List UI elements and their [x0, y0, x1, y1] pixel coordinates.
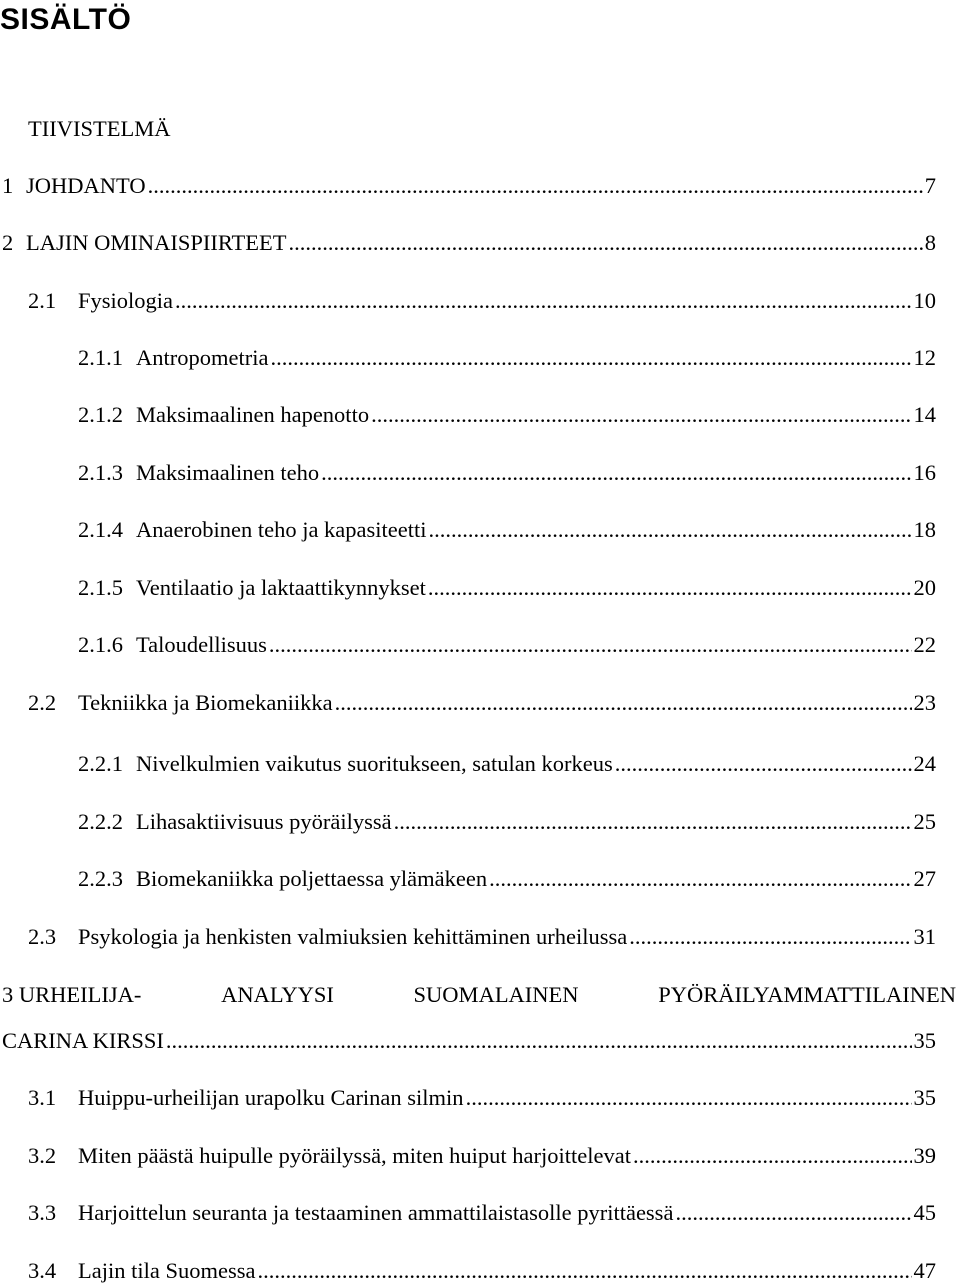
toc-label: Maksimaalinen teho [136, 460, 320, 485]
toc-page: 35 [913, 1085, 936, 1110]
toc-leader [268, 342, 911, 374]
toc-entry-3-line1[interactable] [2, 979, 956, 1011]
toc-number: 3.2 [28, 1143, 57, 1168]
toc-page: 14 [913, 402, 936, 427]
toc-number: 3 [2, 982, 14, 1007]
toc-label: Maksimaalinen hapenotto [136, 402, 370, 427]
toc-label: Fysiologia [78, 288, 174, 313]
toc-label-word: SUOMALAINEN [413, 982, 579, 1007]
toc-page: 47 [913, 1258, 936, 1283]
toc-page: 10 [913, 288, 936, 313]
toc-label: Psykologia ja henkisten valmiuksien kehittäminen urheilussa [78, 924, 628, 949]
toc-label-word: PYÖRÄILYAMMATTILAINEN [658, 982, 956, 1007]
toc-entry-3-4[interactable] [28, 1255, 936, 1287]
toc-entry-2-1-2[interactable] [78, 399, 936, 431]
toc-number: 2.1.4 [78, 517, 123, 542]
toc-entry-2-2-2[interactable] [78, 806, 936, 838]
toc-leader [426, 572, 912, 604]
toc-label: Huippu-urheilijan urapolku Carinan silmin [78, 1085, 464, 1110]
toc-page: 27 [913, 866, 936, 891]
toc-label-word: URHEILIJA- [18, 982, 142, 1007]
toc-entry-1[interactable] [2, 170, 936, 202]
toc-leader [487, 863, 911, 895]
toc-number: 3.1 [28, 1085, 57, 1110]
toc-number: 2.2.1 [78, 751, 123, 776]
toc-page: 22 [913, 632, 936, 657]
toc-leader [267, 629, 912, 661]
toc-label: Antropometria [136, 345, 269, 370]
toc-number: 3.3 [28, 1200, 57, 1225]
toc-page: 20 [913, 575, 936, 600]
toc-page: 7 [924, 173, 936, 198]
toc-leader [173, 285, 911, 317]
toc-leader [164, 1025, 912, 1057]
toc-page: 24 [913, 751, 936, 776]
toc-entry-3-3[interactable] [28, 1197, 936, 1229]
toc-word [2, 979, 141, 1011]
toc-page: 8 [924, 230, 936, 255]
toc-entry-2-1-4[interactable] [78, 514, 936, 546]
toc-page: 45 [913, 1200, 936, 1225]
toc-number: 2.3 [28, 924, 57, 949]
toc-entry-2-2[interactable] [28, 687, 936, 719]
toc-page: 39 [913, 1143, 936, 1168]
toc-label-word: ANALYYSI [221, 982, 334, 1007]
toc-page: 25 [913, 809, 936, 834]
toc-entry-3-1[interactable] [28, 1082, 936, 1114]
toc-leader [287, 227, 923, 259]
toc-leader [613, 748, 912, 780]
toc-entry-2-1-3[interactable] [78, 457, 936, 489]
toc-label: Anaerobinen teho ja kapasiteetti [136, 517, 427, 542]
toc-entry-2[interactable] [2, 227, 936, 259]
toc-label: JOHDANTO [26, 173, 146, 198]
toc-page: 31 [913, 924, 936, 949]
toc-label: CARINA KIRSSI [2, 1028, 164, 1053]
toc-leader [333, 687, 912, 719]
toc-number: 2.2 [28, 690, 57, 715]
toc-number: 2.1.2 [78, 402, 123, 427]
toc-entry-3-2[interactable] [28, 1140, 936, 1172]
toc-page: 16 [913, 460, 936, 485]
toc-leader [631, 1140, 912, 1172]
toc-leader [464, 1082, 912, 1114]
toc-label: Lihasaktiivisuus pyöräilyssä [136, 809, 392, 834]
toc-label: Nivelkulmien vaikutus suoritukseen, satulan korkeus [136, 751, 613, 776]
toc-entry-2-3[interactable] [28, 921, 936, 953]
toc-number: 2.2.2 [78, 809, 123, 834]
toc-leader [319, 457, 911, 489]
toc-number: 2.1.6 [78, 632, 123, 657]
toc-leader [255, 1255, 911, 1287]
toc-number: 1 [2, 173, 14, 198]
toc-label: Ventilaatio ja laktaattikynnykset [136, 575, 426, 600]
toc-number: 2.1 [28, 288, 57, 313]
toc-entry-2-1-6[interactable] [78, 629, 936, 661]
toc-entry-3-line2[interactable] [2, 1025, 936, 1057]
toc-leader [427, 514, 912, 546]
toc-number: 3.4 [28, 1258, 57, 1283]
toc-number: 2.2.3 [78, 866, 123, 891]
toc-label: Biomekaniikka poljettaessa ylämäkeen [136, 866, 488, 891]
toc-label: Lajin tila Suomessa [78, 1258, 256, 1283]
toc-leader [673, 1197, 911, 1229]
toc-label: Tekniikka ja Biomekaniikka [78, 690, 333, 715]
toc-entry-2-2-3[interactable] [78, 863, 936, 895]
toc-label: Miten päästä huipulle pyöräilyssä, miten huiput harjoittelevat [78, 1143, 631, 1168]
toc-number: 2.1.3 [78, 460, 123, 485]
toc-entry-2-1[interactable] [28, 285, 936, 317]
toc-entry-2-2-1[interactable] [78, 748, 936, 780]
toc-leader [392, 806, 912, 838]
toc-entry-2-1-5[interactable] [78, 572, 936, 604]
toc-page: 12 [913, 345, 936, 370]
toc-abstract: TIIVISTELMÄ [28, 116, 171, 141]
toc-label: LAJIN OMINAISPIIRTEET [26, 230, 287, 255]
toc-number: 2.1.1 [78, 345, 123, 370]
toc-number: 2 [2, 230, 14, 255]
toc-leader [369, 399, 911, 431]
page-title: SISÄLTÖ [0, 3, 132, 36]
toc-leader [146, 170, 923, 202]
toc-number: 2.1.5 [78, 575, 123, 600]
toc-entry-2-1-1[interactable] [78, 342, 936, 374]
toc-page: 18 [913, 517, 936, 542]
toc-leader [627, 921, 911, 953]
toc-label: Harjoittelun seuranta ja testaaminen ammattilaistasolle pyrittäessä [78, 1200, 674, 1225]
toc-page: 35 [913, 1028, 936, 1053]
toc-page: 23 [913, 690, 936, 715]
toc-label: Taloudellisuus [136, 632, 267, 657]
